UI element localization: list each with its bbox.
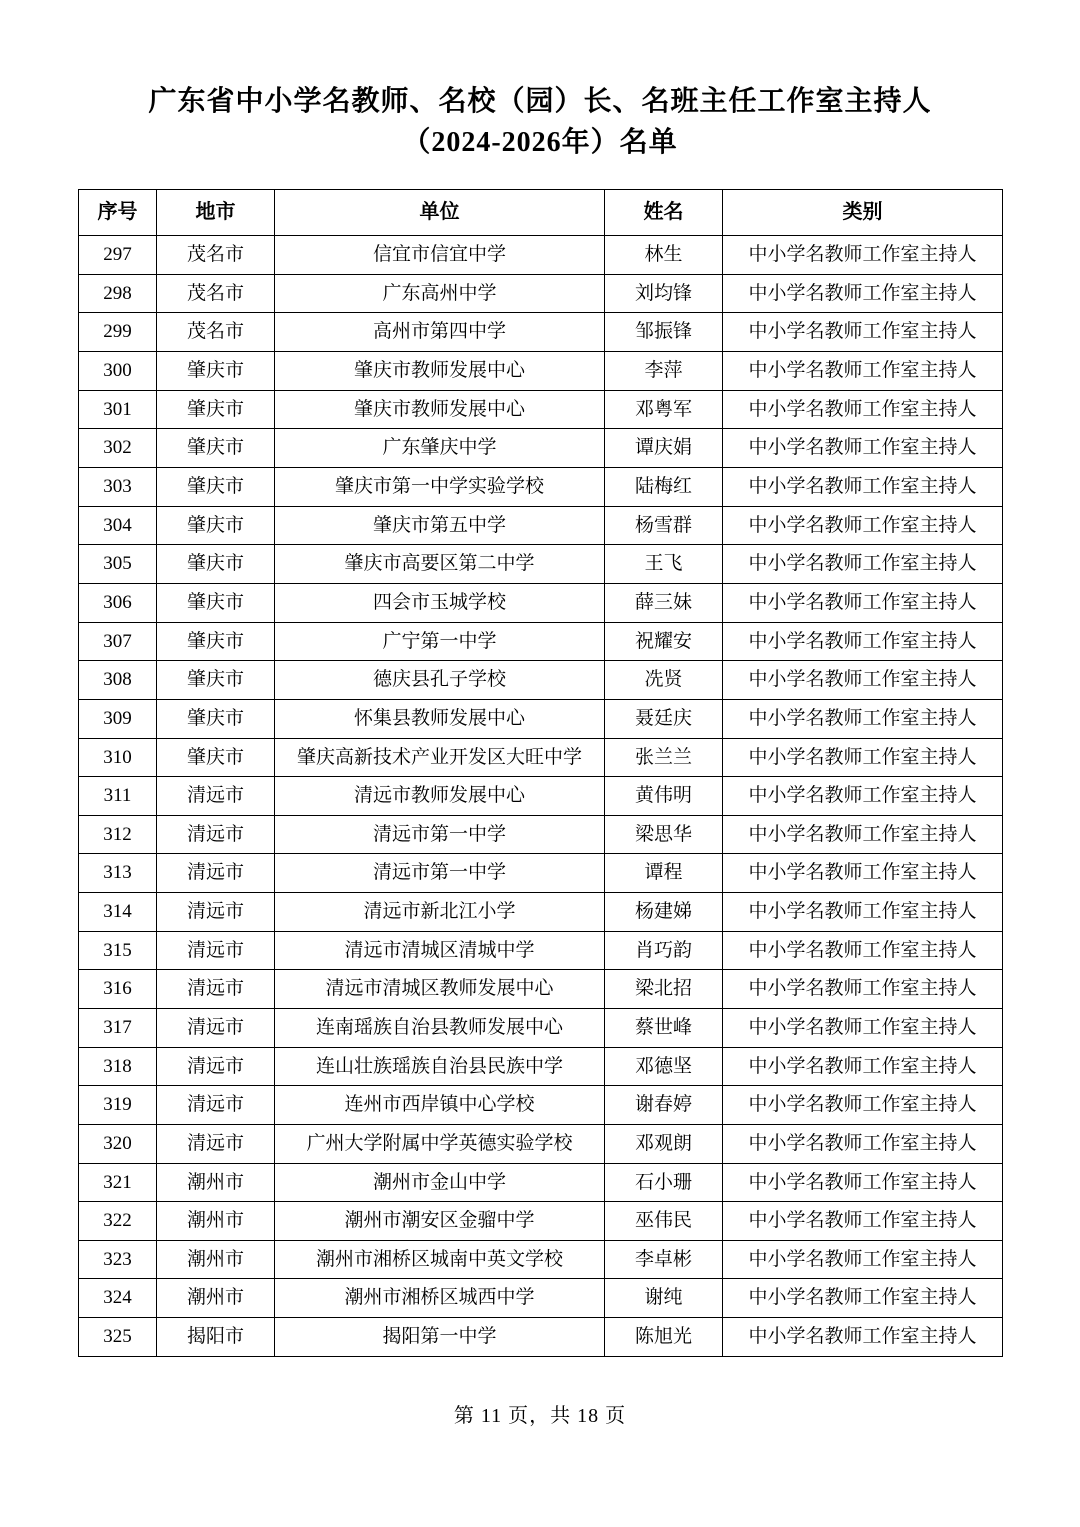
cell-city: 肇庆市: [157, 583, 275, 622]
cell-seq: 310: [79, 738, 157, 777]
cell-city: 清远市: [157, 970, 275, 1009]
cell-name: 陈旭光: [605, 1318, 723, 1357]
cell-type: 中小学名教师工作室主持人: [723, 815, 1003, 854]
column-header-type: 类别: [723, 190, 1003, 236]
cell-name: 李萍: [605, 352, 723, 391]
cell-type: 中小学名教师工作室主持人: [723, 1318, 1003, 1357]
cell-unit: 广宁第一中学: [275, 622, 605, 661]
cell-name: 冼贤: [605, 661, 723, 700]
cell-unit: 肇庆市高要区第二中学: [275, 545, 605, 584]
cell-type: 中小学名教师工作室主持人: [723, 352, 1003, 391]
column-header-city: 地市: [157, 190, 275, 236]
cell-type: 中小学名教师工作室主持人: [723, 390, 1003, 429]
cell-name: 邓粤军: [605, 390, 723, 429]
cell-city: 清远市: [157, 777, 275, 816]
table-row: [79, 1163, 1003, 1202]
cell-unit: 潮州市湘桥区城西中学: [275, 1279, 605, 1318]
table-row: [79, 661, 1003, 700]
cell-unit: 连山壮族瑶族自治县民族中学: [275, 1047, 605, 1086]
cell-seq: 318: [79, 1047, 157, 1086]
cell-unit: 清远市新北江小学: [275, 893, 605, 932]
cell-city: 肇庆市: [157, 699, 275, 738]
cell-name: 巫伟民: [605, 1202, 723, 1241]
table-row: [79, 931, 1003, 970]
cell-city: 潮州市: [157, 1240, 275, 1279]
cell-unit: 肇庆市第一中学实验学校: [275, 468, 605, 507]
page-title-line-1: 广东省中小学名教师、名校（园）长、名班主任工作室主持人: [148, 86, 932, 117]
page-title-line-2: （2024-2026年）名单: [402, 126, 678, 158]
roster-table: [78, 189, 1003, 1357]
cell-city: 肇庆市: [157, 468, 275, 507]
cell-unit: 连州市西岸镇中心学校: [275, 1086, 605, 1125]
table-body: [79, 236, 1003, 1357]
cell-type: 中小学名教师工作室主持人: [723, 777, 1003, 816]
cell-city: 清远市: [157, 1124, 275, 1163]
cell-city: 清远市: [157, 1009, 275, 1048]
cell-name: 杨雪群: [605, 506, 723, 545]
cell-name: 邹振锋: [605, 313, 723, 352]
table-row: [79, 545, 1003, 584]
cell-type: 中小学名教师工作室主持人: [723, 854, 1003, 893]
cell-seq: 316: [79, 970, 157, 1009]
table-row: [79, 854, 1003, 893]
cell-name: 梁北招: [605, 970, 723, 1009]
cell-seq: 297: [79, 236, 157, 275]
cell-unit: 揭阳第一中学: [275, 1318, 605, 1357]
cell-type: 中小学名教师工作室主持人: [723, 545, 1003, 584]
cell-name: 谭程: [605, 854, 723, 893]
table-header: [79, 190, 1003, 236]
table-row: [79, 274, 1003, 313]
cell-city: 肇庆市: [157, 738, 275, 777]
cell-name: 谢纯: [605, 1279, 723, 1318]
cell-seq: 300: [79, 352, 157, 391]
cell-seq: 305: [79, 545, 157, 584]
cell-name: 薛三妹: [605, 583, 723, 622]
cell-type: 中小学名教师工作室主持人: [723, 236, 1003, 275]
cell-type: 中小学名教师工作室主持人: [723, 699, 1003, 738]
cell-unit: 广东肇庆中学: [275, 429, 605, 468]
cell-name: 邓德坚: [605, 1047, 723, 1086]
cell-seq: 306: [79, 583, 157, 622]
cell-type: 中小学名教师工作室主持人: [723, 1279, 1003, 1318]
cell-seq: 321: [79, 1163, 157, 1202]
cell-city: 潮州市: [157, 1163, 275, 1202]
cell-city: 肇庆市: [157, 506, 275, 545]
cell-unit: 高州市第四中学: [275, 313, 605, 352]
cell-seq: 301: [79, 390, 157, 429]
cell-unit: 肇庆市教师发展中心: [275, 352, 605, 391]
cell-type: 中小学名教师工作室主持人: [723, 893, 1003, 932]
cell-city: 茂名市: [157, 313, 275, 352]
page-title: [78, 82, 1002, 163]
cell-seq: 299: [79, 313, 157, 352]
cell-seq: 325: [79, 1318, 157, 1357]
cell-name: 杨建娣: [605, 893, 723, 932]
table-row: [79, 236, 1003, 275]
cell-unit: 清远市清城区教师发展中心: [275, 970, 605, 1009]
roster-table-wrapper: [78, 189, 1002, 1357]
cell-seq: 317: [79, 1009, 157, 1048]
cell-city: 肇庆市: [157, 390, 275, 429]
column-header-name: 姓名: [605, 190, 723, 236]
cell-unit: 肇庆市第五中学: [275, 506, 605, 545]
cell-seq: 309: [79, 699, 157, 738]
cell-unit: 广东高州中学: [275, 274, 605, 313]
table-row: [79, 970, 1003, 1009]
cell-name: 石小珊: [605, 1163, 723, 1202]
cell-city: 清远市: [157, 1047, 275, 1086]
cell-unit: 潮州市潮安区金骝中学: [275, 1202, 605, 1241]
cell-type: 中小学名教师工作室主持人: [723, 1047, 1003, 1086]
table-row: [79, 815, 1003, 854]
table-row: [79, 583, 1003, 622]
cell-name: 谭庆娟: [605, 429, 723, 468]
cell-name: 邓观朗: [605, 1124, 723, 1163]
cell-type: 中小学名教师工作室主持人: [723, 661, 1003, 700]
cell-city: 清远市: [157, 931, 275, 970]
table-row: [79, 390, 1003, 429]
cell-city: 肇庆市: [157, 352, 275, 391]
cell-unit: 信宜市信宜中学: [275, 236, 605, 275]
cell-unit: 连南瑶族自治县教师发展中心: [275, 1009, 605, 1048]
table-row: [79, 738, 1003, 777]
cell-type: 中小学名教师工作室主持人: [723, 1124, 1003, 1163]
table-row: [79, 1124, 1003, 1163]
cell-type: 中小学名教师工作室主持人: [723, 583, 1003, 622]
cell-name: 陆梅红: [605, 468, 723, 507]
cell-name: 聂廷庆: [605, 699, 723, 738]
cell-name: 李卓彬: [605, 1240, 723, 1279]
cell-seq: 307: [79, 622, 157, 661]
cell-city: 茂名市: [157, 274, 275, 313]
cell-seq: 313: [79, 854, 157, 893]
cell-name: 张兰兰: [605, 738, 723, 777]
cell-unit: 潮州市金山中学: [275, 1163, 605, 1202]
cell-unit: 德庆县孔子学校: [275, 661, 605, 700]
cell-city: 清远市: [157, 854, 275, 893]
table-row: [79, 1318, 1003, 1357]
cell-city: 肇庆市: [157, 545, 275, 584]
cell-name: 王飞: [605, 545, 723, 584]
cell-city: 潮州市: [157, 1202, 275, 1241]
table-row: [79, 622, 1003, 661]
cell-city: 肇庆市: [157, 429, 275, 468]
cell-unit: 肇庆市教师发展中心: [275, 390, 605, 429]
table-header-row: [79, 190, 1003, 236]
cell-seq: 315: [79, 931, 157, 970]
cell-unit: 广州大学附属中学英德实验学校: [275, 1124, 605, 1163]
cell-type: 中小学名教师工作室主持人: [723, 970, 1003, 1009]
cell-name: 刘均锋: [605, 274, 723, 313]
column-header-unit: 单位: [275, 190, 605, 236]
cell-name: 蔡世峰: [605, 1009, 723, 1048]
cell-seq: 302: [79, 429, 157, 468]
cell-seq: 304: [79, 506, 157, 545]
cell-unit: 肇庆高新技术产业开发区大旺中学: [275, 738, 605, 777]
table-row: [79, 1009, 1003, 1048]
cell-name: 祝耀安: [605, 622, 723, 661]
cell-seq: 324: [79, 1279, 157, 1318]
cell-city: 肇庆市: [157, 622, 275, 661]
cell-unit: 清远市清城区清城中学: [275, 931, 605, 970]
cell-type: 中小学名教师工作室主持人: [723, 429, 1003, 468]
table-row: [79, 1047, 1003, 1086]
cell-seq: 319: [79, 1086, 157, 1125]
cell-unit: 清远市教师发展中心: [275, 777, 605, 816]
table-row: [79, 1240, 1003, 1279]
cell-name: 谢春婷: [605, 1086, 723, 1125]
cell-seq: 314: [79, 893, 157, 932]
table-row: [79, 506, 1003, 545]
cell-type: 中小学名教师工作室主持人: [723, 1240, 1003, 1279]
cell-seq: 320: [79, 1124, 157, 1163]
cell-type: 中小学名教师工作室主持人: [723, 1086, 1003, 1125]
table-row: [79, 313, 1003, 352]
cell-city: 肇庆市: [157, 661, 275, 700]
cell-seq: 303: [79, 468, 157, 507]
cell-unit: 四会市玉城学校: [275, 583, 605, 622]
cell-city: 潮州市: [157, 1279, 275, 1318]
cell-type: 中小学名教师工作室主持人: [723, 313, 1003, 352]
cell-type: 中小学名教师工作室主持人: [723, 1202, 1003, 1241]
table-row: [79, 1202, 1003, 1241]
cell-name: 肖巧韵: [605, 931, 723, 970]
cell-seq: 311: [79, 777, 157, 816]
cell-unit: 潮州市湘桥区城南中英文学校: [275, 1240, 605, 1279]
cell-seq: 308: [79, 661, 157, 700]
table-row: [79, 699, 1003, 738]
table-row: [79, 468, 1003, 507]
column-header-seq: 序号: [79, 190, 157, 236]
table-row: [79, 352, 1003, 391]
cell-seq: 323: [79, 1240, 157, 1279]
cell-unit: 清远市第一中学: [275, 854, 605, 893]
cell-type: 中小学名教师工作室主持人: [723, 468, 1003, 507]
cell-city: 清远市: [157, 893, 275, 932]
table-row: [79, 777, 1003, 816]
cell-city: 茂名市: [157, 236, 275, 275]
cell-name: 黄伟明: [605, 777, 723, 816]
cell-seq: 322: [79, 1202, 157, 1241]
cell-city: 清远市: [157, 1086, 275, 1125]
cell-seq: 312: [79, 815, 157, 854]
cell-seq: 298: [79, 274, 157, 313]
table-row: [79, 1086, 1003, 1125]
cell-name: 林生: [605, 236, 723, 275]
cell-name: 梁思华: [605, 815, 723, 854]
page-footer: 第 11 页，共 18 页: [453, 1404, 627, 1427]
cell-unit: 清远市第一中学: [275, 815, 605, 854]
cell-type: 中小学名教师工作室主持人: [723, 274, 1003, 313]
table-row: [79, 893, 1003, 932]
cell-type: 中小学名教师工作室主持人: [723, 1009, 1003, 1048]
cell-city: 揭阳市: [157, 1318, 275, 1357]
cell-type: 中小学名教师工作室主持人: [723, 738, 1003, 777]
table-row: [79, 1279, 1003, 1318]
cell-unit: 怀集县教师发展中心: [275, 699, 605, 738]
cell-type: 中小学名教师工作室主持人: [723, 1163, 1003, 1202]
cell-type: 中小学名教师工作室主持人: [723, 931, 1003, 970]
cell-type: 中小学名教师工作室主持人: [723, 622, 1003, 661]
table-row: [79, 429, 1003, 468]
cell-city: 清远市: [157, 815, 275, 854]
cell-type: 中小学名教师工作室主持人: [723, 506, 1003, 545]
